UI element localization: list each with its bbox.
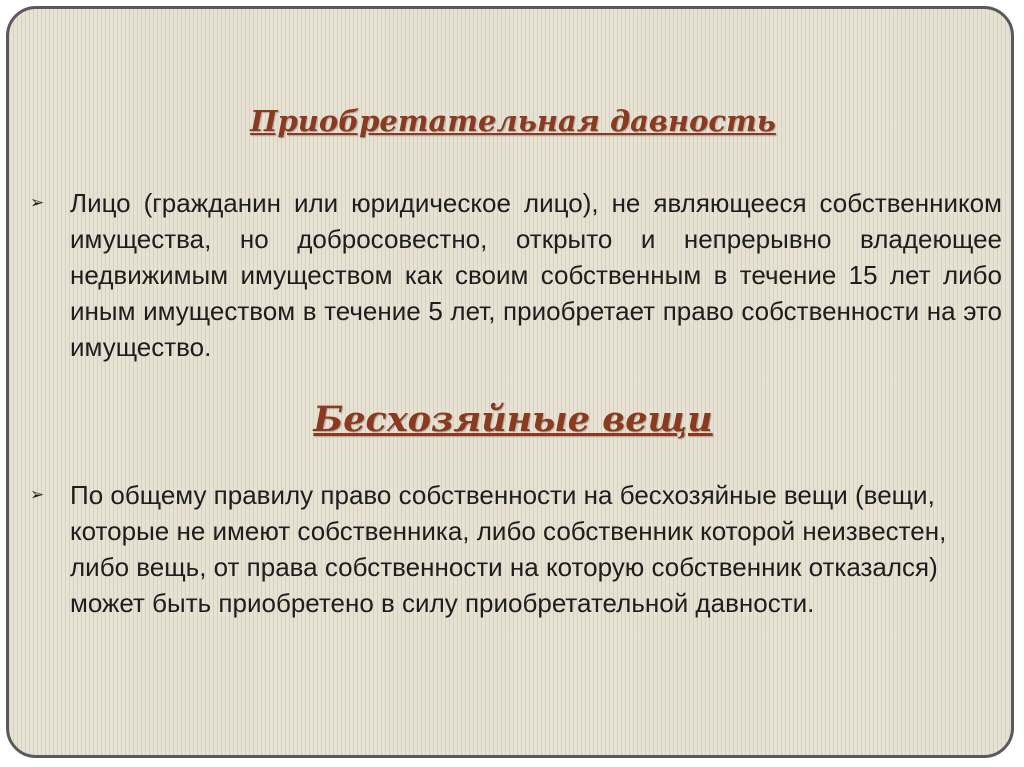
bullet-text-1: Лицо (гражданин или юридическое лицо), не являющееся собственником имущества, но добросовестно, открыто и непрерывно владеющее недвижимым имуществом как своим собственным в течение 15 лет либо иным имуществом в течение 5 лет, приобретает право собственности на это имущество. [70, 188, 1002, 362]
heading-acquisitive-prescription: Приобретательная давность [250, 104, 776, 138]
bullet-text-2: По общему правилу право собственности на бесхозяйные вещи (вещи, которые не имеют собственника, либо собственник которой неизвестен, либо вещь, от права собственности на которую собственник отказался) может быть приобретено в силу приобретательной давности. [70, 480, 947, 618]
arrow-bullet-icon: ➢ [30, 193, 45, 212]
arrow-bullet-icon: ➢ [30, 485, 45, 504]
heading-ownerless-things: Бесхозяйные вещи [313, 399, 713, 440]
bullet-item-1 [30, 185, 1002, 365]
bullet-item-2 [30, 477, 1002, 621]
slide [6, 6, 1014, 758]
